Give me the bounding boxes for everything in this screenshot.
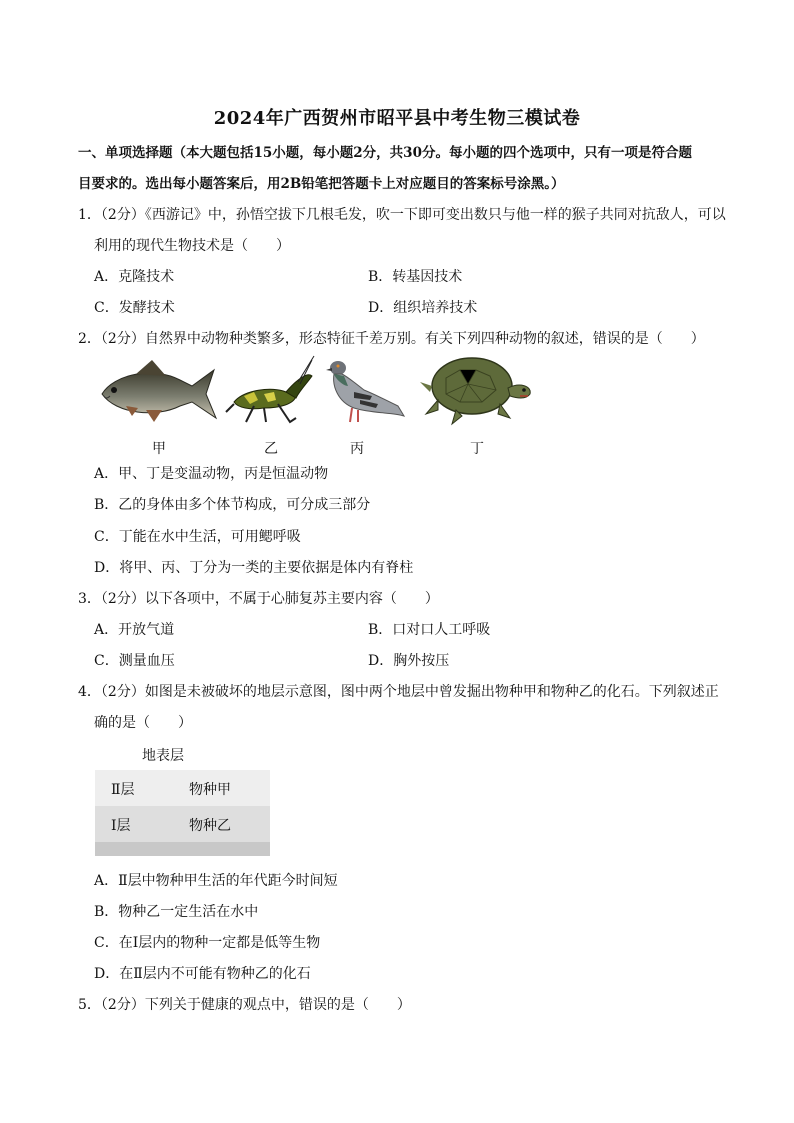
q2-option-b: B．乙的身体由多个体节构成，可分成三部分 [94,497,371,513]
question-1-stem: 1．（2分）《西游记》中，孙悟空拔下几根毛发，吹一下即可变出数只与他一样的猴子共同对抗敌人，可以 [78,207,726,223]
q4-option-c: C．在Ⅰ层内的物种一定都是低等生物 [94,935,321,951]
animal-label-jia: 甲 [152,441,166,457]
turtle-image [416,352,534,432]
q4-option-d: D．在Ⅱ层内不可能有物种乙的化石 [94,966,311,982]
animal-label-yi: 乙 [264,441,278,457]
q4-option-a: A．Ⅱ层中物种甲生活的年代距今时间短 [94,873,338,889]
pigeon-image [324,356,406,428]
q3-option-c: C．测量血压 [94,653,175,669]
grasshopper-image [224,352,316,428]
section-instruction-line-2: 目要求的。选出每小题答案后，用2B铅笔把答题卡上对应题目的答案标号涂黑。） [78,176,565,192]
question-2-stem: 2．（2分）自然界中动物种类繁多，形态特征千差万别。有关下列四种动物的叙述，错误的是（ ） [78,331,705,347]
strata-diagram [95,770,270,856]
q1-option-b: B．转基因技术 [368,269,463,285]
fish-image [96,356,218,428]
q3-option-d: D．胸外按压 [368,653,450,669]
question-4-stem-cont: 确的是（ ） [94,715,192,731]
q4-option-b: B．物种乙一定生活在水中 [94,904,259,920]
section-instruction-line-1: 一、单项选择题（本大题包括15小题，每小题2分，共30分。每小题的四个选项中，只有一项是符合题 [78,145,692,161]
q1-option-a: A．克隆技术 [94,269,175,285]
q2-option-c: C．丁能在水中生活，可用鳃呼吸 [94,529,301,545]
q2-option-d: D．将甲、丙、丁分为一类的主要依据是体内有脊柱 [94,560,414,576]
animal-label-bing: 丙 [350,441,364,457]
animals-figure [92,352,542,462]
stratum-layer-1-label: Ⅰ层 [111,818,131,834]
q3-option-b: B．口对口人工呼吸 [368,622,491,638]
question-1-stem-cont: 利用的现代生物技术是（ ） [94,238,290,254]
q2-option-a: A．甲、丁是变温动物，丙是恒温动物 [94,466,329,482]
stratum-layer-1 [95,806,270,842]
strata-surface-label: 地表层 [142,748,184,764]
page-title: 2024年广西贺州市昭平县中考生物三模试卷 [213,108,581,129]
stratum-layer-2-species: 物种甲 [189,782,231,798]
stratum-layer-1-species: 物种乙 [189,818,231,834]
stratum-bottom [95,842,270,856]
q1-option-d: D．组织培养技术 [368,300,478,316]
animal-label-ding: 丁 [470,441,484,457]
q1-option-c: C．发酵技术 [94,300,175,316]
q3-option-a: A．开放气道 [94,622,175,638]
stratum-layer-2 [95,770,270,806]
question-3-stem: 3．（2分）以下各项中，不属于心肺复苏主要内容（ ） [78,591,439,607]
stratum-layer-2-label: Ⅱ层 [111,782,135,798]
question-5-stem: 5．（2分）下列关于健康的观点中，错误的是（ ） [78,997,411,1013]
question-4-stem: 4．（2分）如图是未被破坏的地层示意图，图中两个地层中曾发掘出物种甲和物种乙的化石。下列叙述正 [78,684,719,700]
